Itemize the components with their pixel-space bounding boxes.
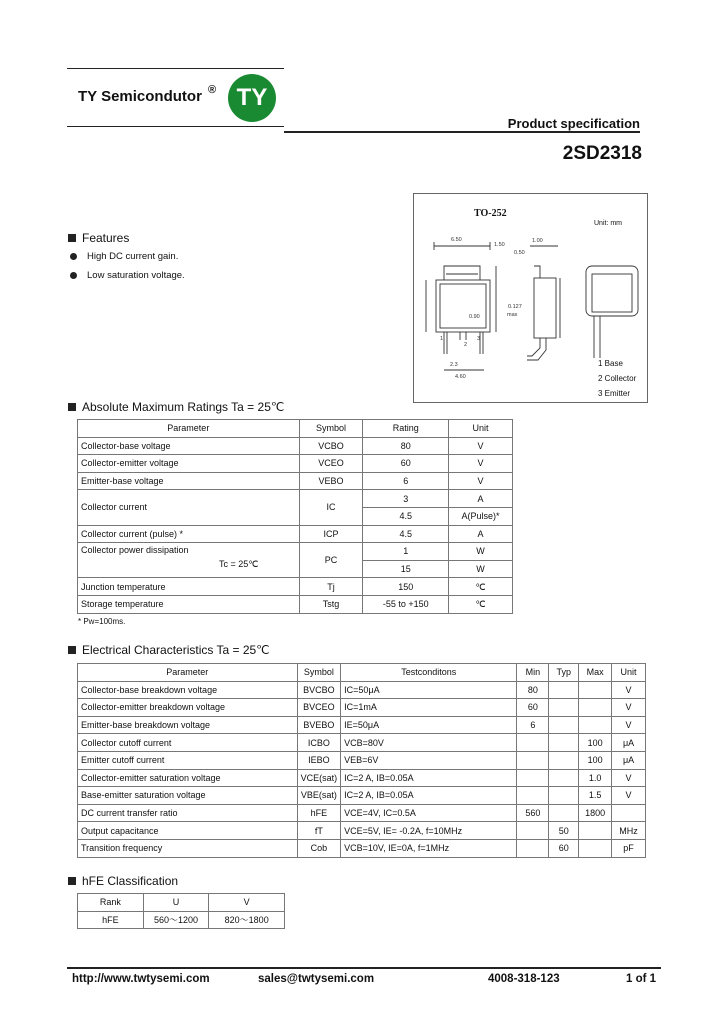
svg-text:max: max — [507, 312, 518, 318]
hfe-title: hFE Classification — [82, 874, 179, 888]
svg-text:1.50: 1.50 — [494, 242, 505, 248]
package-drawing-box — [413, 193, 648, 403]
table-row: Collector-emitter voltage VCEO 60 V — [78, 455, 513, 473]
part-number: 2SD2318 — [562, 143, 642, 164]
table-row: Junction temperature Tj 150 ℃ — [78, 578, 513, 596]
company-name: TY Semicondutor — [78, 88, 202, 105]
svg-text:2.3: 2.3 — [450, 362, 458, 368]
table-row: Rank U V — [78, 894, 285, 912]
table-row: Collector-emitter saturation voltage VCE(sat) IC=2 A, IB=0.05A 1.0 V — [78, 769, 646, 787]
registered-mark: ® — [208, 84, 217, 96]
table-row: Collector-base breakdown voltage BVCBO IC=50μA 80 V — [78, 681, 646, 699]
table-row: Collector current (pulse) * ICP 4.5 A — [78, 525, 513, 543]
table-row: Output capacitance fT VCE=5V, IE= -0.2A, f=10MHz 50 MHz — [78, 822, 646, 840]
elec-title: Electrical Characteristics Ta = 25℃ — [82, 643, 270, 657]
bullet-icon — [70, 253, 77, 260]
table-header-row: Parameter Symbol Testconditons Min Typ Max Unit — [78, 664, 646, 682]
square-bullet-icon — [68, 646, 76, 654]
table-row: Collector power dissipation Tc = 25℃ PC 1 W — [78, 543, 513, 561]
pin-label: 2 Collector — [598, 374, 637, 383]
pin-label: 1 Base — [598, 359, 623, 368]
feature-item — [70, 270, 185, 281]
footer-email[interactable]: sales@twtysemi.com — [258, 973, 375, 985]
table-row: Emitter-base breakdown voltage BVEBO IE=50μA 6 V — [78, 716, 646, 734]
table-row: 15 W — [78, 560, 513, 578]
svg-text:6.50: 6.50 — [451, 237, 462, 243]
svg-text:0.127: 0.127 — [508, 304, 522, 310]
svg-text:2: 2 — [464, 342, 468, 348]
package-outline-drawing — [414, 194, 647, 402]
footer-page: 1 of 1 — [626, 973, 657, 985]
ty-logo: TY — [228, 74, 276, 122]
abs-max-title: Absolute Maximum Ratings Ta = 25℃ — [82, 400, 285, 414]
svg-text:3: 3 — [477, 336, 481, 342]
square-bullet-icon — [68, 877, 76, 885]
package-name: TO-252 — [474, 208, 507, 219]
elec-heading — [68, 643, 270, 657]
bullet-icon — [70, 272, 77, 279]
elec-table — [77, 663, 646, 858]
table-row: Collector current IC 3 A — [78, 490, 513, 508]
table-row: Base-emitter saturation voltage VBE(sat) IC=2 A, IB=0.05A 1.5 V — [78, 787, 646, 805]
svg-text:4.60: 4.60 — [455, 374, 466, 380]
feature-item — [70, 251, 178, 262]
table-row: Collector cutoff current ICBO VCB=80V 100 μA — [78, 734, 646, 752]
abs-max-table — [77, 419, 513, 614]
abs-max-note: * Pw=100ms. — [78, 617, 126, 626]
hfe-table — [77, 893, 285, 929]
footer-url[interactable]: http://www.twtysemi.com — [72, 973, 210, 985]
table-row: Storage temperature Tstg -55 to +150 ℃ — [78, 595, 513, 613]
feature-text: High DC current gain. — [87, 251, 179, 262]
square-bullet-icon — [68, 403, 76, 411]
svg-text:0.50: 0.50 — [514, 250, 525, 256]
table-row: Collector-emitter breakdown voltage BVCEO IC=1mA 60 V — [78, 699, 646, 717]
svg-text:1: 1 — [440, 336, 444, 342]
product-specification-label: Product specification — [507, 116, 640, 131]
footer-rule — [67, 967, 661, 969]
package-unit: Unit: mm — [594, 220, 622, 227]
svg-text:1.00: 1.00 — [532, 238, 543, 244]
square-bullet-icon — [68, 234, 76, 242]
svg-text:0.90: 0.90 — [469, 314, 480, 320]
feature-text: Low saturation voltage. — [87, 270, 185, 281]
table-header-row: Parameter Symbol Rating Unit — [78, 420, 513, 438]
header-mid-rule — [67, 126, 284, 127]
table-row: Transition frequency Cob VCB=10V, IE=0A, f=1MHz 60 pF — [78, 839, 646, 857]
table-row: Collector-base voltage VCBO 80 V — [78, 437, 513, 455]
table-row: DC current transfer ratio hFE VCE=4V, IC=0.5A 560 1800 — [78, 804, 646, 822]
header-rule — [284, 131, 640, 133]
hfe-heading — [68, 874, 178, 888]
pin-label: 3 Emitter — [598, 389, 631, 398]
header-top-rule — [67, 68, 284, 69]
table-row: 4.5 A(Pulse)* — [78, 507, 513, 525]
table-row: Emitter cutoff current IEBO VEB=6V 100 μA — [78, 751, 646, 769]
features-title: Features — [82, 231, 130, 245]
abs-max-heading — [68, 400, 284, 414]
features-heading — [68, 231, 129, 245]
table-row: Emitter-base voltage VEBO 6 V — [78, 472, 513, 490]
table-row: hFE 560～1200 820～1800 — [78, 911, 285, 929]
footer-phone: 4008-318-123 — [488, 973, 560, 985]
